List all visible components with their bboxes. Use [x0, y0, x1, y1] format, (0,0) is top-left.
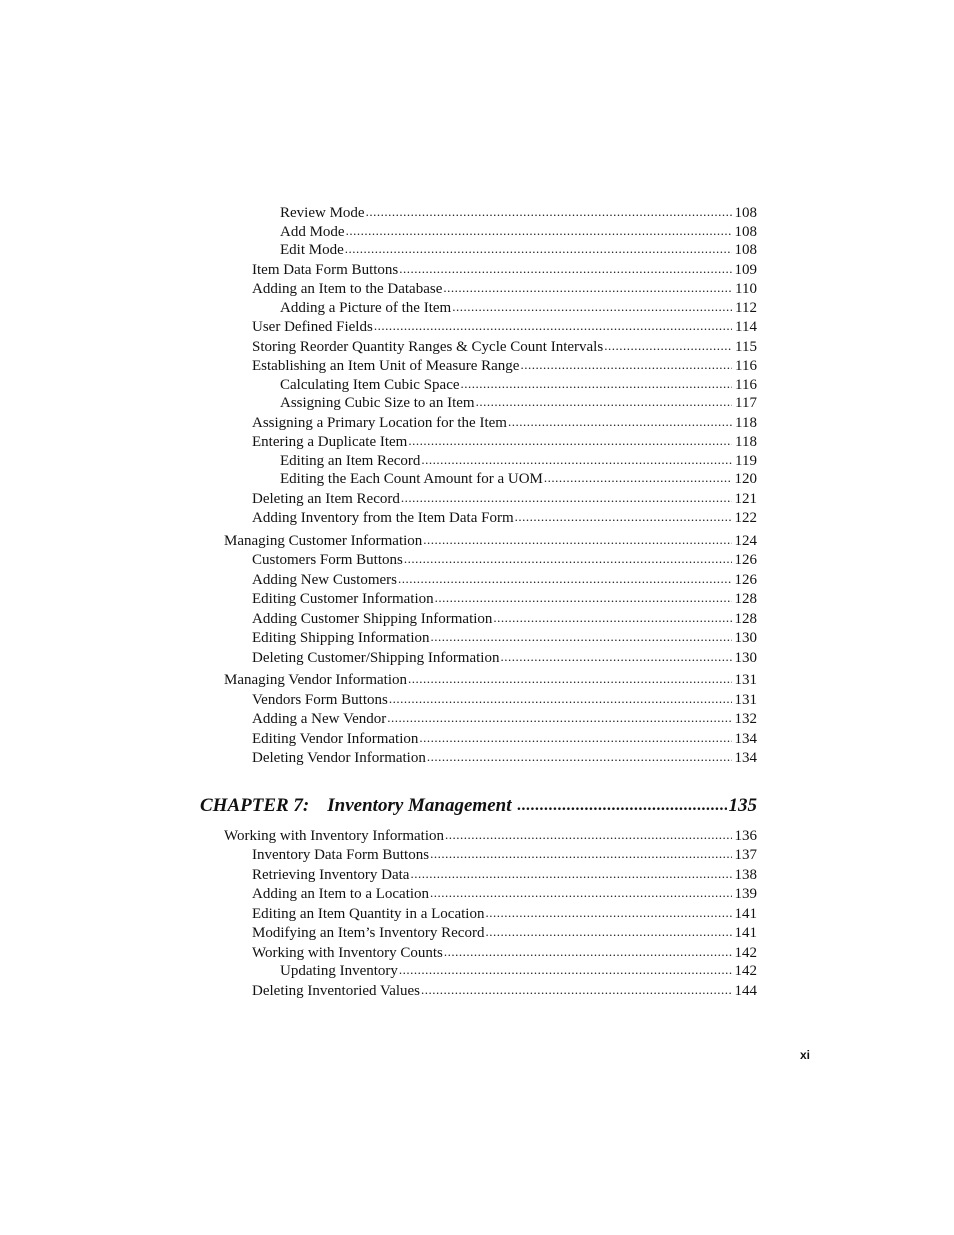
toc-entry[interactable] — [200, 413, 757, 433]
toc-entry-page-number: 139 — [734, 886, 757, 902]
toc-entry-title: Assigning a Primary Location for the Item — [252, 414, 507, 431]
toc-entry-page-number: 116 — [735, 376, 757, 393]
chapter-title: Inventory Management — [327, 794, 512, 816]
toc-entry-page-number: 134 — [734, 750, 757, 766]
toc-entry-page-number: 126 — [734, 571, 757, 588]
toc-entry[interactable] — [200, 923, 757, 943]
toc-entry-title: Adding a Picture of the Item — [280, 299, 452, 316]
toc-entry[interactable] — [200, 904, 757, 924]
toc-entry-title: Working with Inventory Counts — [252, 944, 443, 961]
dot-leader — [408, 669, 731, 690]
toc-entry-title: Deleting Customer/Shipping Information — [252, 649, 500, 666]
toc-entry[interactable] — [200, 690, 757, 710]
dot-leader — [401, 488, 732, 509]
toc-entry-title: Review Mode — [280, 205, 365, 221]
toc-entry-page-number: 108 — [734, 242, 757, 258]
toc-entry-title: Customers Form Buttons — [252, 552, 403, 568]
toc-entry[interactable] — [200, 981, 757, 1001]
toc-entry[interactable] — [200, 845, 757, 865]
toc-entry-page-number: 112 — [735, 299, 757, 316]
toc-entry-title: Deleting an Item Record — [252, 490, 400, 507]
toc-entry-title: Adding an Item to the Database — [252, 281, 443, 297]
dot-leader — [399, 960, 732, 981]
toc-entry-title: Calculating Item Cubic Space — [280, 376, 460, 393]
toc-entry[interactable] — [200, 648, 757, 668]
toc-entry-title: Storing Reorder Quantity Ranges & Cycle Count Intervals — [252, 338, 604, 355]
toc-entry-page-number: 130 — [734, 630, 757, 646]
toc-entry[interactable] — [200, 298, 757, 318]
table-of-contents — [200, 204, 757, 1000]
toc-entry[interactable] — [200, 260, 757, 280]
dot-leader — [443, 278, 732, 299]
dot-leader — [544, 468, 732, 489]
toc-entry-title: Editing Shipping Information — [252, 630, 430, 646]
chapter-page-number: 135 — [728, 794, 757, 816]
toc-entry-page-number: 118 — [735, 434, 757, 450]
dot-leader — [374, 316, 732, 337]
dot-leader — [419, 728, 731, 749]
dot-leader — [427, 747, 732, 768]
toc-entry[interactable] — [200, 550, 757, 570]
dot-leader — [398, 569, 732, 590]
toc-entry-page-number: 114 — [735, 319, 757, 335]
toc-entry-page-number: 124 — [734, 532, 757, 549]
toc-entry-page-number: 110 — [735, 281, 757, 297]
toc-entry-page-number: 126 — [734, 552, 757, 568]
toc-entry-page-number: 118 — [735, 414, 757, 431]
dot-leader — [366, 202, 732, 223]
toc-entry[interactable] — [200, 826, 757, 846]
toc-entry-page-number: 132 — [734, 711, 757, 727]
toc-entry-page-number: 137 — [734, 847, 757, 863]
toc-entry-page-number: 141 — [734, 905, 757, 922]
toc-entry[interactable] — [200, 609, 757, 629]
page-folio: xi — [800, 1048, 811, 1062]
toc-entry-page-number: 130 — [734, 649, 757, 666]
toc-entry-title: Adding a New Vendor — [252, 711, 387, 727]
dot-leader — [387, 708, 731, 729]
toc-entry[interactable] — [200, 531, 757, 551]
dot-leader — [604, 336, 732, 357]
toc-entry-page-number: 128 — [734, 610, 757, 627]
toc-entry-page-number: 131 — [734, 691, 757, 708]
toc-entry-page-number: 117 — [735, 395, 757, 411]
toc-entry-title: Editing an Item Record — [280, 452, 421, 469]
dot-leader — [452, 297, 732, 318]
dot-leader — [399, 259, 731, 280]
toc-entry-page-number: 116 — [735, 358, 757, 374]
toc-entry-title: Assigning Cubic Size to an Item — [280, 395, 475, 411]
toc-entry[interactable] — [200, 570, 757, 590]
toc-entry-title: Deleting Vendor Information — [252, 750, 426, 766]
toc-entry-title: Managing Vendor Information — [224, 672, 408, 688]
dot-leader — [517, 793, 726, 818]
toc-entry-title: Item Data Form Buttons — [252, 261, 399, 278]
toc-entry-title: Adding New Customers — [252, 571, 397, 588]
toc-entry-page-number: 141 — [734, 925, 757, 941]
toc-entry-title: Working with Inventory Information — [224, 827, 444, 844]
dot-leader — [410, 864, 731, 885]
toc-entry-title: Editing an Item Quantity in a Location — [252, 905, 485, 922]
toc-entry[interactable] — [200, 709, 757, 729]
toc-entry-page-number: 115 — [735, 338, 757, 355]
dot-leader — [445, 825, 732, 846]
toc-entry-title: Managing Customer Information — [224, 532, 423, 549]
toc-entry-title: Updating Inventory — [280, 963, 398, 979]
dot-leader — [476, 392, 732, 413]
toc-entry-title: Entering a Duplicate Item — [252, 434, 408, 450]
toc-entry[interactable] — [200, 729, 757, 749]
toc-entry-page-number: 136 — [734, 827, 757, 844]
toc-entry-title: Retrieving Inventory Data — [252, 866, 410, 883]
toc-entry[interactable] — [200, 240, 757, 260]
toc-entry[interactable] — [200, 748, 757, 768]
toc-entry-title: Adding an Item to a Location — [252, 886, 430, 902]
dot-leader — [423, 530, 731, 551]
toc-entry-title: Adding Customer Shipping Information — [252, 610, 493, 627]
dot-leader — [430, 844, 731, 865]
toc-entry[interactable] — [200, 393, 757, 413]
toc-entry-title: Modifying an Item’s Inventory Record — [252, 925, 485, 941]
dot-leader — [431, 627, 732, 648]
toc-section-a — [200, 203, 757, 768]
dot-leader — [345, 239, 732, 260]
toc-entry[interactable] — [200, 337, 757, 357]
toc-entry-title: Editing Vendor Information — [252, 730, 419, 747]
chapter-heading[interactable] — [200, 794, 757, 819]
dot-leader — [421, 980, 731, 1001]
dot-leader — [461, 374, 733, 395]
toc-entry-page-number: 119 — [735, 452, 757, 469]
dot-leader — [500, 647, 731, 668]
dot-leader — [389, 689, 732, 710]
toc-entry-title: Editing the Each Count Amount for a UOM — [280, 471, 543, 487]
toc-entry[interactable] — [200, 508, 757, 528]
toc-entry[interactable] — [200, 884, 757, 904]
dot-leader — [444, 942, 732, 963]
toc-entry-title: User Defined Fields — [252, 319, 373, 335]
toc-entry-page-number: 142 — [734, 944, 757, 961]
toc-entry-page-number: 108 — [734, 205, 757, 221]
dot-leader — [485, 922, 731, 943]
dot-leader — [520, 355, 732, 376]
toc-entry-page-number: 128 — [734, 591, 757, 607]
dot-leader — [404, 549, 732, 570]
dot-leader — [515, 507, 732, 528]
toc-entry[interactable] — [200, 469, 757, 489]
dot-leader — [493, 608, 731, 629]
dot-leader — [435, 588, 732, 609]
dot-leader — [430, 883, 731, 904]
toc-entry[interactable] — [200, 865, 757, 885]
toc-entry-page-number: 134 — [734, 730, 757, 747]
toc-entry-title: Deleting Inventoried Values — [252, 982, 421, 999]
toc-entry-page-number: 108 — [734, 223, 757, 240]
toc-entry-page-number: 131 — [734, 672, 757, 688]
toc-entry-title: Establishing an Item Unit of Measure Range — [252, 358, 520, 374]
toc-entry-page-number: 109 — [734, 261, 757, 278]
toc-entry-title: Adding Inventory from the Item Data Form — [252, 510, 514, 526]
toc-entry-page-number: 138 — [734, 866, 757, 883]
toc-entry[interactable] — [200, 589, 757, 609]
toc-entry[interactable] — [200, 961, 757, 981]
toc-entry-title: Editing Customer Information — [252, 591, 434, 607]
toc-entry-page-number: 121 — [734, 490, 757, 507]
toc-entry-title: Add Mode — [280, 223, 345, 240]
toc-entry-title: Edit Mode — [280, 242, 344, 258]
toc-entry[interactable] — [200, 489, 757, 509]
toc-entry[interactable] — [200, 628, 757, 648]
dot-leader — [408, 431, 732, 452]
dot-leader — [421, 450, 732, 471]
dot-leader — [485, 903, 731, 924]
toc-entry[interactable] — [200, 317, 757, 337]
toc-entry-page-number: 120 — [734, 471, 757, 487]
chapter-label: CHAPTER 7: — [200, 794, 310, 816]
toc-entry-title: Inventory Data Form Buttons — [252, 847, 430, 863]
toc-entry-page-number: 144 — [734, 982, 757, 999]
dot-leader — [346, 221, 732, 242]
toc-entry-page-number: 122 — [734, 510, 757, 526]
toc-entry-page-number: 142 — [734, 963, 757, 979]
toc-section-b — [200, 826, 757, 1001]
toc-entry[interactable] — [200, 670, 757, 690]
toc-entry-title: Vendors Form Buttons — [252, 691, 388, 708]
dot-leader — [508, 412, 732, 433]
